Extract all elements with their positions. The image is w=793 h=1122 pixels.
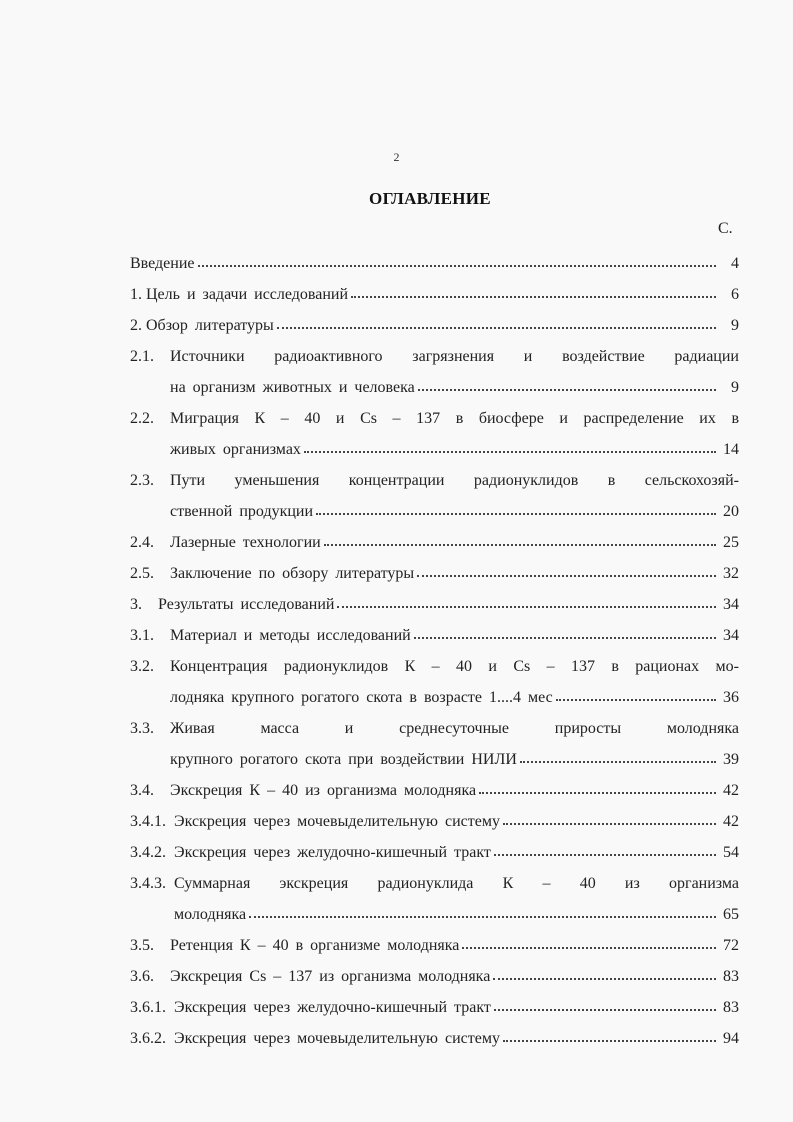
toc-entry-page: 6 bbox=[731, 286, 739, 303]
page-number: 2 bbox=[393, 150, 400, 164]
toc-entry-page: 9 bbox=[731, 317, 739, 334]
toc-entry[interactable] bbox=[130, 713, 739, 775]
toc-entry-title: крупного рогатого скота при воздействии НИЛИ bbox=[170, 751, 517, 768]
page-column-label: С. bbox=[718, 220, 733, 237]
toc-entry-title: на организм животных и человека bbox=[170, 379, 415, 396]
toc-entry-page: 36 bbox=[723, 689, 739, 706]
toc-entry-number: 3.3. bbox=[130, 720, 154, 737]
toc-entry-number: 2.3. bbox=[130, 472, 154, 489]
dot-leader bbox=[277, 326, 716, 329]
dot-leader bbox=[479, 791, 716, 794]
dot-leader bbox=[520, 760, 716, 763]
dot-leader bbox=[494, 1008, 716, 1011]
toc-entry-title: Введение bbox=[130, 255, 195, 272]
toc-entry-page: 34 bbox=[723, 596, 739, 613]
toc-entry-title-line: Суммарная экскреция радионуклида К – 40 из организма bbox=[174, 875, 739, 892]
toc-entry-title: Результаты исследований bbox=[158, 596, 335, 613]
toc-entry-number: 3. bbox=[130, 596, 142, 613]
toc-entry[interactable] bbox=[130, 837, 739, 868]
toc-entry-number: 3.6.2. bbox=[130, 1030, 166, 1047]
toc-entry-number: 3.2. bbox=[130, 658, 154, 675]
toc-entry-number: 3.4.1. bbox=[130, 813, 166, 830]
toc-entry[interactable] bbox=[130, 527, 739, 558]
toc-entry-page: 54 bbox=[723, 844, 739, 861]
dot-leader bbox=[414, 636, 716, 639]
toc-entry-page: 42 bbox=[723, 813, 739, 830]
toc-entry-page: 72 bbox=[723, 937, 739, 954]
toc-entry[interactable] bbox=[130, 930, 739, 961]
toc-entry-title-line: Миграция К – 40 и Cs – 137 в биосфере и распределение их в bbox=[170, 410, 739, 427]
dot-leader bbox=[503, 1039, 716, 1042]
toc-entry-title-line: Живая масса и среднесуточные приросты молодняка bbox=[170, 720, 739, 737]
toc-entry-number: 3.4.3. bbox=[130, 875, 166, 892]
toc-entry-page: 4 bbox=[731, 255, 739, 272]
toc-entry[interactable] bbox=[130, 310, 739, 341]
toc-entry-title: Лазерные технологии bbox=[170, 534, 321, 551]
dot-leader bbox=[351, 295, 716, 298]
dot-leader bbox=[556, 698, 716, 701]
toc-entry-number: 3.4.2. bbox=[130, 844, 166, 861]
toc-entry-title: Обзор литературы bbox=[146, 317, 274, 334]
dot-leader bbox=[418, 388, 716, 391]
toc-entry-page: 39 bbox=[723, 751, 739, 768]
toc-entry-number: 2. bbox=[130, 317, 142, 334]
toc-entry-page: 65 bbox=[723, 906, 739, 923]
toc-entry-number: 3.1. bbox=[130, 627, 154, 644]
toc-entry[interactable] bbox=[130, 589, 739, 620]
dot-leader bbox=[304, 450, 716, 453]
toc-entry-number: 3.6. bbox=[130, 968, 154, 985]
toc-entry-title: Экскреция Cs – 137 из организма молодняка bbox=[170, 968, 491, 985]
toc-entry[interactable] bbox=[130, 403, 739, 465]
toc-entry-number: 3.4. bbox=[130, 782, 154, 799]
toc-entry-title: лодняка крупного рогатого скота в возрасте 1....4 мес bbox=[170, 689, 553, 706]
toc-entry-page: 32 bbox=[723, 565, 739, 582]
toc-entry-title: Экскреция К – 40 из организма молодняка bbox=[170, 782, 477, 799]
table-of-contents bbox=[130, 248, 739, 1054]
toc-entry[interactable] bbox=[130, 620, 739, 651]
dot-leader bbox=[324, 543, 716, 546]
dot-leader bbox=[316, 512, 716, 515]
toc-entry-title: Цель и задачи исследований bbox=[146, 286, 349, 303]
dot-leader bbox=[462, 946, 716, 949]
toc-entry-title: Материал и методы исследований bbox=[170, 627, 411, 644]
toc-entry-title: Экскреция через мочевыделительную систему bbox=[174, 1030, 500, 1047]
toc-entry[interactable] bbox=[130, 279, 739, 310]
toc-entry-number: 1. bbox=[130, 286, 142, 303]
toc-entry[interactable] bbox=[130, 961, 739, 992]
dot-leader bbox=[198, 264, 717, 267]
toc-entry-number: 3.6.1. bbox=[130, 999, 166, 1016]
toc-entry-page: 94 bbox=[723, 1030, 739, 1047]
toc-entry-title: Экскреция через желудочно-кишечный тракт bbox=[174, 999, 491, 1016]
toc-entry[interactable] bbox=[130, 465, 739, 527]
toc-entry-page: 25 bbox=[723, 534, 739, 551]
dot-leader bbox=[249, 915, 716, 918]
dot-leader bbox=[417, 574, 716, 577]
toc-title: ОГЛАВЛЕНИЕ bbox=[369, 189, 491, 208]
toc-entry-page: 34 bbox=[723, 627, 739, 644]
toc-entry-title: Экскреция через мочевыделительную систему bbox=[174, 813, 500, 830]
toc-entry-title: молодняка bbox=[174, 906, 247, 923]
dot-leader bbox=[503, 822, 716, 825]
toc-entry-number: 2.4. bbox=[130, 534, 154, 551]
toc-entry-number: 3.5. bbox=[130, 937, 154, 954]
toc-entry-title: Ретенция К – 40 в организме молодняка bbox=[170, 937, 460, 954]
dot-leader bbox=[337, 605, 716, 608]
toc-entry-title: ственной продукции bbox=[170, 503, 314, 520]
toc-entry[interactable] bbox=[130, 806, 739, 837]
toc-entry[interactable] bbox=[130, 868, 739, 930]
toc-entry[interactable] bbox=[130, 651, 739, 713]
toc-entry-page: 83 bbox=[723, 968, 739, 985]
toc-entry-number: 2.1. bbox=[130, 348, 154, 365]
toc-entry-page: 42 bbox=[723, 782, 739, 799]
toc-entry[interactable] bbox=[130, 775, 739, 806]
toc-entry-title-line: Пути уменьшения концентрации радионуклидов в сельскохозяй- bbox=[170, 472, 739, 489]
toc-entry[interactable] bbox=[130, 992, 739, 1023]
toc-entry-title-line: Источники радиоактивного загрязнения и воздействие радиации bbox=[170, 348, 739, 365]
toc-entry-page: 20 bbox=[723, 503, 739, 520]
toc-entry-page: 83 bbox=[723, 999, 739, 1016]
toc-entry-title-line: Концентрация радионуклидов К – 40 и Cs – 137 в рационах мо- bbox=[170, 658, 739, 675]
toc-entry-title: живых организмах bbox=[170, 441, 301, 458]
toc-entry-page: 9 bbox=[731, 379, 739, 396]
toc-entry-number: 2.5. bbox=[130, 565, 154, 582]
toc-entry-number: 2.2. bbox=[130, 410, 154, 427]
toc-entry[interactable] bbox=[130, 558, 739, 589]
toc-entry-title: Заключение по обзору литературы bbox=[170, 565, 415, 582]
dot-leader bbox=[494, 853, 716, 856]
dot-leader bbox=[493, 977, 716, 980]
toc-entry-title: Экскреция через желудочно-кишечный тракт bbox=[174, 844, 491, 861]
toc-entry[interactable] bbox=[130, 341, 739, 403]
toc-entry-page: 14 bbox=[723, 441, 739, 458]
toc-entry[interactable] bbox=[130, 248, 739, 279]
toc-entry[interactable] bbox=[130, 1023, 739, 1054]
